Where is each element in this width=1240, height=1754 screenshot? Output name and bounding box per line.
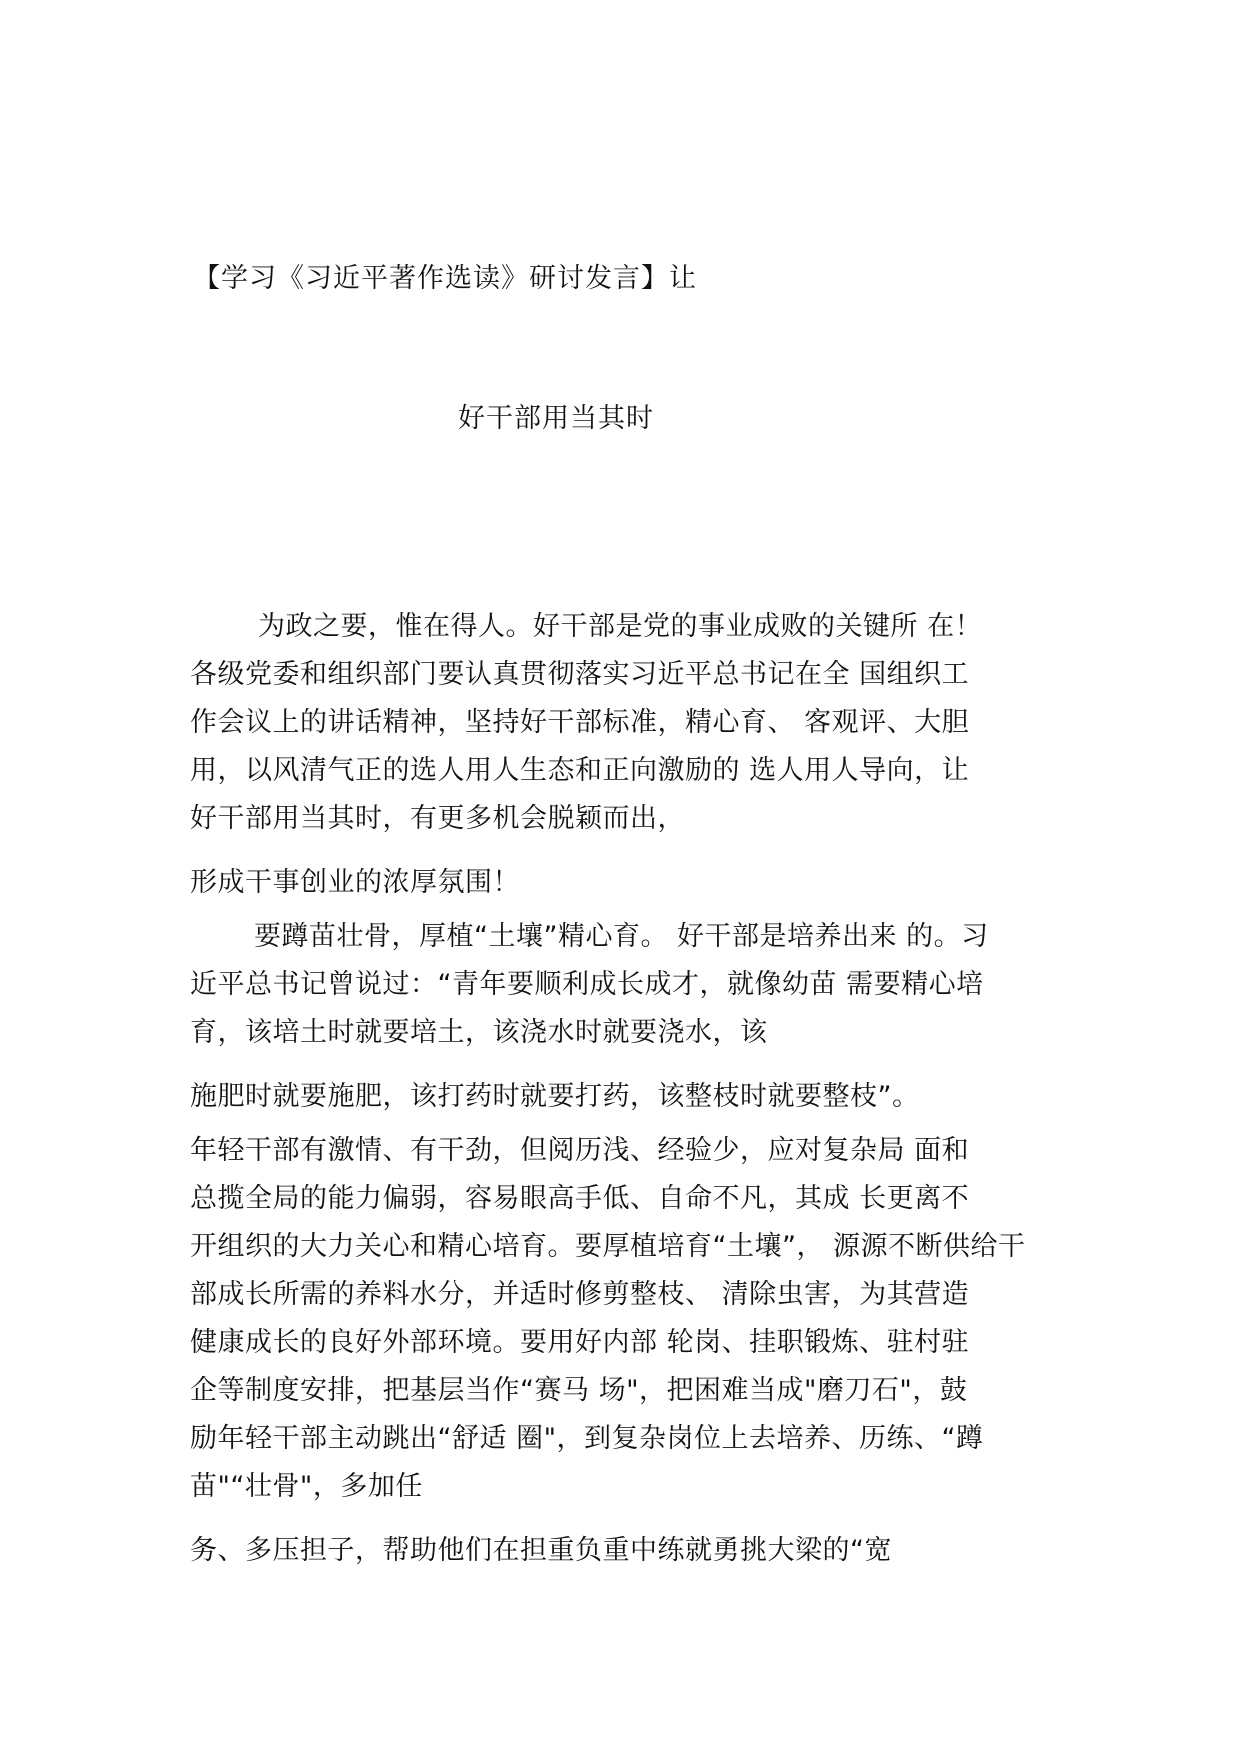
body-line: 作会议上的讲话精神，坚持好干部标准，精心育、 客观评、大胆: [190, 707, 970, 738]
document-title-line-2: 好干部用当其时: [458, 403, 654, 434]
body-line: 各级党委和组织部门要认真贯彻落实习近平总书记在全 国组织工: [190, 659, 970, 690]
document-title-line-1: 【学习《习近平著作选读》研讨发言】让: [193, 263, 697, 294]
body-line: 务、多压担子，帮助他们在担重负重中练就勇挑大梁的“宽: [190, 1535, 892, 1566]
body-line: 形成干事创业的浓厚氛围！: [190, 867, 520, 898]
body-line: 苗"“壮骨"，多加任: [190, 1471, 423, 1502]
body-line: 用，以风清气正的选人用人生态和正向激励的 选人用人导向，让: [190, 755, 970, 786]
body-line: 年轻干部有激情、有干劲，但阅历浅、经验少，应对复杂局 面和: [190, 1135, 970, 1166]
body-line: 健康成长的良好外部环境。要用好内部 轮岗、挂职锻炼、驻村驻: [190, 1327, 970, 1358]
body-line: 好干部用当其时，有更多机会脱颖而出，: [190, 803, 685, 834]
body-line: 近平总书记曾说过：“青年要顺利成长成才，就像幼苗 需要精心培: [190, 969, 984, 1000]
body-line: 开组织的大力关心和精心培育。要厚植培育“土壤”， 源源不断供给干: [190, 1231, 1026, 1262]
body-line: 施肥时就要施肥，该打药时就要打药，该整枝时就要整枝”。: [190, 1081, 920, 1112]
body-line: 要蹲苗壮骨，厚植“土壤”精心育。 好干部是培养出来 的。习: [254, 921, 989, 952]
body-line: 为政之要，惟在得人。好干部是党的事业成败的关键所 在！: [258, 611, 983, 642]
body-line: 育，该培土时就要培土，该浇水时就要浇水，该: [190, 1017, 768, 1048]
body-line: 部成长所需的养料水分，并适时修剪整枝、 清除虫害，为其营造: [190, 1279, 970, 1310]
body-line: 励年轻干部主动跳出“舒适 圈"，到复杂岗位上去培养、历练、“蹲: [190, 1423, 984, 1454]
body-line: 总揽全局的能力偏弱，容易眼高手低、自命不凡，其成 长更离不: [190, 1183, 970, 1214]
body-line: 企等制度安排，把基层当作“赛马 场"，把困难当成"磨刀石"，鼓: [190, 1375, 968, 1406]
